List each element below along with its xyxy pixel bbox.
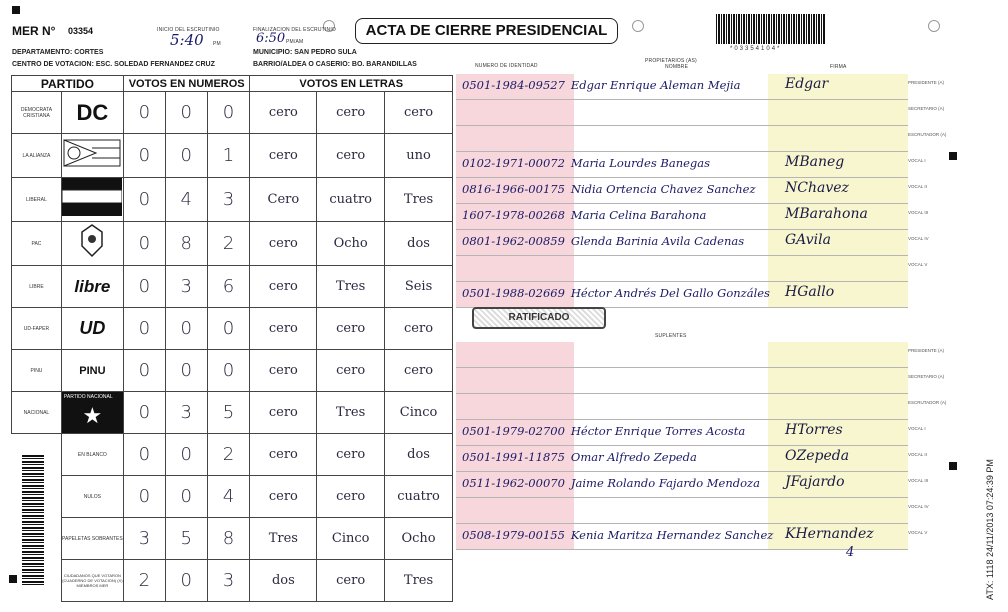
role-label: VOCAL IV <box>908 504 929 509</box>
digit-cell: 2 <box>123 560 165 602</box>
inicio-label: INICIO DEL ESCRUTINIO <box>157 27 220 33</box>
identity-number: 0501-1979-02700 <box>462 424 565 438</box>
table-row <box>12 222 453 266</box>
row-line <box>456 549 908 550</box>
barcode-text: *03354104* <box>730 46 782 52</box>
digit-cell: 8 <box>165 222 207 266</box>
corner-mark <box>12 6 20 14</box>
word-cell: cero <box>317 560 385 602</box>
libre-logo: libre <box>74 276 111 296</box>
ud-logo: UD <box>79 318 106 338</box>
page-number: 4 <box>846 545 855 560</box>
id-box <box>456 368 574 394</box>
digit-cell: 0 <box>123 392 165 434</box>
party-logo-nacional <box>61 392 123 434</box>
identity-number: 0801-1962-00859 <box>462 234 565 248</box>
party-name: LIBRE <box>12 266 62 308</box>
role-label: SECRETARIO (A) <box>908 374 945 379</box>
signature-box <box>768 368 908 394</box>
signer-entry <box>462 130 468 144</box>
signer-entry <box>462 398 468 412</box>
signer-name: Glenda Barinia Avila Cadenas <box>570 234 745 248</box>
digit-cell: 5 <box>165 518 207 560</box>
party-logo-ud <box>61 308 123 350</box>
signer-entry <box>462 424 745 438</box>
party-name: UD-FAPER <box>12 308 62 350</box>
header-partido: PARTIDO <box>12 76 124 92</box>
digit-cell: 0 <box>207 308 250 350</box>
role-label: VOCAL I <box>908 158 926 163</box>
signature: HTorres <box>785 422 843 438</box>
signer-row <box>456 100 908 126</box>
barcode-left <box>22 455 44 585</box>
digit-cell: 0 <box>123 308 165 350</box>
identity-number: 0816-1966-00175 <box>462 182 565 196</box>
digit-cell: 8 <box>207 518 250 560</box>
signer-entry <box>462 104 468 118</box>
digit-cell: 3 <box>165 266 207 308</box>
word-cell: cuatro <box>385 476 453 518</box>
party-logo-pinu <box>61 350 123 392</box>
word-cell: cero <box>317 476 385 518</box>
party-logo-liberal <box>61 178 123 222</box>
digit-cell: 0 <box>123 476 165 518</box>
digit-cell: 0 <box>123 178 165 222</box>
signature-box <box>768 100 908 126</box>
signer-entry <box>462 476 760 490</box>
word-cell: cero <box>250 350 317 392</box>
role-label: VOCAL II <box>908 184 927 189</box>
word-cell: Ocho <box>385 518 453 560</box>
party-logo-pac <box>61 222 123 266</box>
party-logo-libre <box>61 266 123 308</box>
role-label: VOCAL III <box>908 478 929 483</box>
signer-name: Maria Lourdes Banegas <box>570 156 711 170</box>
word-cell: cero <box>317 134 385 178</box>
col-identidad: NUMERO DE IDENTIDAD <box>475 63 538 69</box>
signer-name: Omar Alfredo Zepeda <box>570 450 697 464</box>
row-label: NULOS <box>61 476 123 518</box>
word-cell: cero <box>317 350 385 392</box>
mer-number: 03354 <box>68 26 94 36</box>
signature-box <box>768 256 908 282</box>
digit-cell: 2 <box>207 434 250 476</box>
finalizacion-unit: PM/AM <box>286 39 304 45</box>
party-logo-alianza <box>61 134 123 178</box>
departamento: DEPARTAMENTO: CORTES <box>12 49 104 56</box>
row-label: CIUDADANOS QUE VOTARON (CUADERNO DE VOTACION) (X) MIEMBROS MER <box>61 560 123 602</box>
digit-cell: 5 <box>207 392 250 434</box>
word-cell: cero <box>385 350 453 392</box>
digit-cell: 3 <box>123 518 165 560</box>
digit-cell: 0 <box>123 222 165 266</box>
role-label: VOCAL V <box>908 262 928 267</box>
inicio-value: 5:40 <box>170 31 204 49</box>
word-cell: cero <box>250 308 317 350</box>
alianza-flag-icon <box>62 134 122 172</box>
word-cell: dos <box>385 222 453 266</box>
word-cell: cero <box>317 308 385 350</box>
digit-cell: 0 <box>123 266 165 308</box>
table-row <box>12 178 453 222</box>
word-cell: Cinco <box>317 518 385 560</box>
digit-cell: 0 <box>165 134 207 178</box>
signature-box <box>768 342 908 368</box>
table-row <box>12 92 453 134</box>
id-box <box>456 100 574 126</box>
star-icon: ★ <box>82 402 103 428</box>
identity-number: 0508-1979-00155 <box>462 528 565 542</box>
signer-row <box>456 368 908 394</box>
party-name: PAC <box>12 222 62 266</box>
row-label: EN BLANCO <box>61 434 123 476</box>
signer-entry <box>462 78 741 92</box>
id-box <box>456 498 574 524</box>
signer-entry <box>462 372 468 386</box>
role-label: ESCRUTADOR (A) <box>908 132 947 137</box>
word-cell: Cinco <box>385 392 453 434</box>
scan-timestamp: ATX: 1118 24/11/2013 07:24:39 PM <box>985 459 995 600</box>
word-cell: cero <box>385 308 453 350</box>
punch-hole <box>928 20 940 32</box>
header-numeros: VOTOS EN NUMEROS <box>123 76 250 92</box>
role-label: VOCAL V <box>908 530 928 535</box>
digit-cell: 4 <box>207 476 250 518</box>
digit-cell: 0 <box>165 560 207 602</box>
table-row <box>12 350 453 392</box>
signer-name: Kenia Maritza Hernandez Sanchez <box>570 528 774 542</box>
signer-entry <box>462 346 468 360</box>
table-row <box>12 560 453 602</box>
word-cell: cero <box>250 92 317 134</box>
digit-cell: 3 <box>207 560 250 602</box>
signer-entry <box>462 528 773 542</box>
table-row <box>12 518 453 560</box>
table-row <box>12 308 453 350</box>
table-row <box>12 476 453 518</box>
id-box <box>456 342 574 368</box>
liberal-flag-icon <box>62 178 122 216</box>
signer-name: Nidia Ortencia Chavez Sanchez <box>570 182 756 196</box>
corner-mark <box>949 462 957 470</box>
ratificado-stamp: RATIFICADO <box>472 307 606 329</box>
role-label: PRESIDENTE (A) <box>908 80 945 85</box>
digit-cell: 2 <box>207 222 250 266</box>
role-label: PRESIDENTE (A) <box>908 348 945 353</box>
signature: MBarahona <box>785 206 868 222</box>
role-label: VOCAL I <box>908 426 926 431</box>
word-cell: uno <box>385 134 453 178</box>
word-cell: Tres <box>385 560 453 602</box>
table-row <box>12 392 453 434</box>
corner-mark <box>949 152 957 160</box>
signer-entry <box>462 156 710 170</box>
barrio: BARRIO/ALDEA O CASERIO: BO. BARANDILLAS <box>253 61 417 68</box>
role-label: ESCRUTADOR (A) <box>908 400 947 405</box>
signer-row <box>456 342 908 368</box>
role-label: VOCAL II <box>908 452 927 457</box>
digit-cell: 0 <box>165 434 207 476</box>
table-row <box>12 434 453 476</box>
centro-votacion: CENTRO DE VOTACION: ESC. SOLEDAD FERNANDEZ CRUZ <box>12 61 215 68</box>
table-row <box>12 266 453 308</box>
word-cell: cero <box>250 476 317 518</box>
word-cell: Tres <box>317 392 385 434</box>
word-cell: Ocho <box>317 222 385 266</box>
nacional-logo-text: PARTIDO NACIONAL <box>63 394 113 400</box>
signer-row <box>456 498 908 524</box>
col-nombre: NOMBRE <box>665 64 689 70</box>
id-box <box>456 126 574 152</box>
role-label: SECRETARIO (A) <box>908 106 945 111</box>
party-name: LIBERAL <box>12 178 62 222</box>
row-label: PAPELETAS SOBRANTES <box>61 518 123 560</box>
municipio: MUNICIPIO: SAN PEDRO SULA <box>253 49 357 56</box>
signature-box <box>768 394 908 420</box>
table-row <box>12 134 453 178</box>
inicio-unit: PM <box>213 41 221 47</box>
digit-cell: 1 <box>207 134 250 178</box>
digit-cell: 0 <box>207 92 250 134</box>
signature-box <box>768 126 908 152</box>
signature: Edgar <box>785 76 829 92</box>
digit-cell: 0 <box>165 308 207 350</box>
signer-entry <box>462 260 468 274</box>
digit-cell: 3 <box>165 392 207 434</box>
digit-cell: 0 <box>123 134 165 178</box>
word-cell: cuatro <box>317 178 385 222</box>
identity-number: 0501-1991-11875 <box>462 450 565 464</box>
party-logo-dc <box>61 92 123 134</box>
signer-entry <box>462 286 770 300</box>
signer-entry <box>462 450 697 464</box>
document-title: ACTA DE CIERRE PRESIDENCIAL <box>355 18 618 44</box>
barcode-top <box>716 14 826 44</box>
digit-cell: 0 <box>123 92 165 134</box>
signer-row <box>456 126 908 152</box>
signature: OZepeda <box>785 448 850 464</box>
digit-cell: 0 <box>165 476 207 518</box>
digit-cell: 6 <box>207 266 250 308</box>
col-propietarios: PROPIETARIOS (AS) <box>645 58 697 64</box>
header-letras: VOTOS EN LETRAS <box>250 76 453 92</box>
word-cell: cero <box>250 134 317 178</box>
identity-number: 0511-1962-00070 <box>462 476 565 490</box>
pinu-logo: PINU <box>79 364 106 377</box>
signature: MBaneg <box>785 154 845 170</box>
word-cell: cero <box>317 92 385 134</box>
col-firma: FIRMA <box>830 64 847 70</box>
identity-number: 0501-1984-09527 <box>462 78 565 92</box>
suplentes-heading: SUPLENTES <box>655 333 687 339</box>
punch-hole <box>632 20 644 32</box>
word-cell: dos <box>385 434 453 476</box>
digit-cell: 0 <box>123 350 165 392</box>
digit-cell: 0 <box>165 92 207 134</box>
pac-emblem-icon <box>62 222 122 260</box>
dc-logo: DC <box>76 99 109 125</box>
identity-number: 1607-1978-00268 <box>462 208 565 222</box>
signature: GAvila <box>785 232 831 248</box>
votes-table <box>11 75 453 602</box>
mer-label: MER N° <box>12 24 56 38</box>
role-label: VOCAL IV <box>908 236 929 241</box>
signer-entry <box>462 182 756 196</box>
digit-cell: 3 <box>207 178 250 222</box>
word-cell: Tres <box>250 518 317 560</box>
party-name: LA ALIANZA <box>12 134 62 178</box>
word-cell: Cero <box>250 178 317 222</box>
signer-name: Jaime Rolando Fajardo Mendoza <box>570 476 760 490</box>
id-box <box>456 394 574 420</box>
signer-entry <box>462 502 468 516</box>
finalizacion-label: FINALIZACION DEL ESCRUTINIO <box>253 27 337 33</box>
word-cell: dos <box>250 560 317 602</box>
id-box <box>456 256 574 282</box>
signer-entry <box>462 234 744 248</box>
signer-name: Héctor Enrique Torres Acosta <box>570 424 746 438</box>
word-cell: cero <box>385 92 453 134</box>
word-cell: Seis <box>385 266 453 308</box>
finalizacion-value: 6:50 <box>256 31 286 46</box>
word-cell: cero <box>250 266 317 308</box>
signature: KHernandez <box>785 526 874 542</box>
digit-cell: 0 <box>123 434 165 476</box>
signature: JFajardo <box>785 474 845 490</box>
signer-row <box>456 256 908 282</box>
role-label: VOCAL III <box>908 210 929 215</box>
word-cell: cero <box>250 434 317 476</box>
identity-number: 0102-1971-00072 <box>462 156 565 170</box>
party-name: NACIONAL <box>12 392 62 434</box>
signature-box <box>768 498 908 524</box>
word-cell: Tres <box>317 266 385 308</box>
signer-name: Maria Celina Barahona <box>570 208 707 222</box>
signature: NChavez <box>785 180 849 196</box>
digit-cell: 0 <box>207 350 250 392</box>
word-cell: cero <box>250 222 317 266</box>
word-cell: cero <box>250 392 317 434</box>
signer-entry <box>462 208 706 222</box>
digit-cell: 0 <box>165 350 207 392</box>
signer-row <box>456 394 908 420</box>
identity-number: 0501-1988-02669 <box>462 286 565 300</box>
signer-name: Edgar Enrique Aleman Mejia <box>570 78 741 92</box>
signer-name: Héctor Andrés Del Gallo Gonzáles <box>570 286 770 300</box>
digit-cell: 4 <box>165 178 207 222</box>
word-cell: Tres <box>385 178 453 222</box>
party-name: PINU <box>12 350 62 392</box>
party-name: DEMOCRATA CRISTIANA <box>12 92 62 134</box>
word-cell: cero <box>317 434 385 476</box>
signature: HGallo <box>785 284 835 300</box>
